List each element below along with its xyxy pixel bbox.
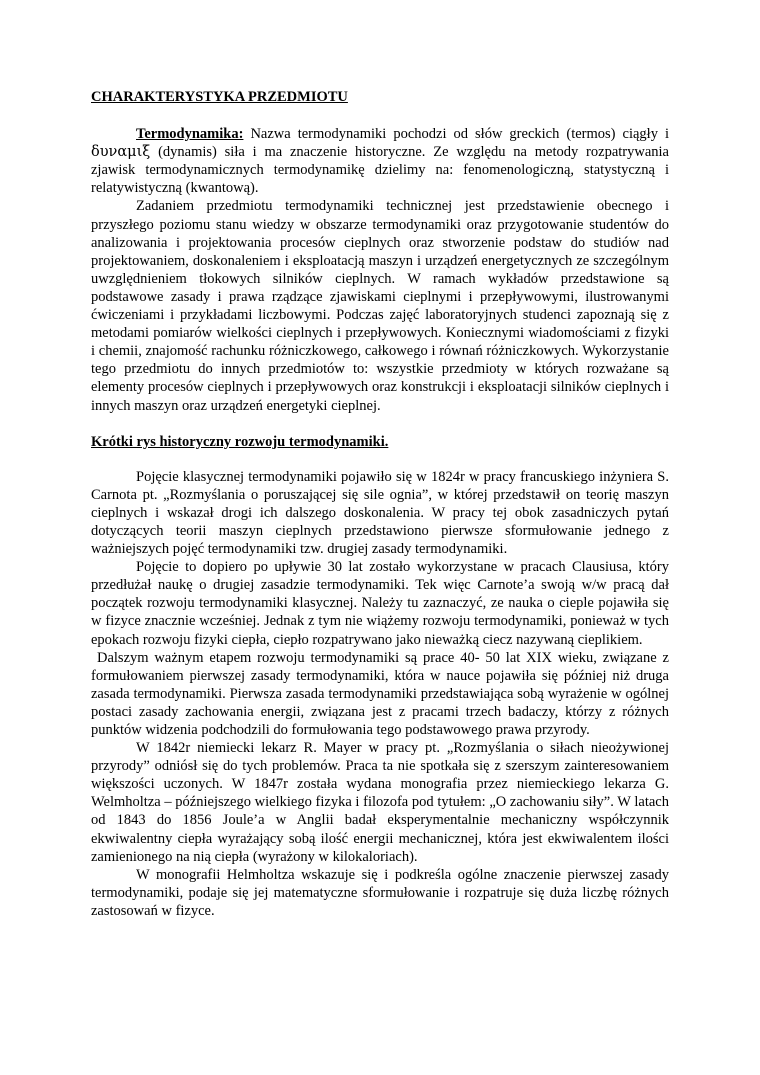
paragraph-text: (dynamis) siła i ma znaczenie historyczne. Ze względu na metody rozpatrywania zjawisk termodynamicznych termodynamikę dzielimy na: fenomenologiczną, statystyczną i relatywistyczną (kwantową). xyxy=(91,144,669,197)
paragraph-clausius: Pojęcie to dopiero po upływie 30 lat zostało wykorzystane w pracach Clausiusa, który przedłużał naukę o drugiej zasadzie termodynamiki. Tek więc Carnote’a swoją w/w pracą dał początek rozwoju termodynamiki klasycznej. Należy tu zaznaczyć, ze nauka o cieple pojawiła się w fizyce znacznie wcześniej. Jednak z tym nie wiążemy rozwoju termodynamiki, ponieważ w tych epokach rozwoju fizyki ciepła, ciepło rozpatrywano jako nieważką ciecz nazywaną cieplikiem. xyxy=(91,559,669,648)
paragraph-text: Nazwa termodynamiki pochodzi od słów greckich (termos) ciągły i xyxy=(243,126,669,143)
term-termodynamika: Termodynamika: xyxy=(136,126,244,143)
paragraph-termodynamika xyxy=(91,125,669,197)
document-page xyxy=(91,88,669,920)
section-title: Krótki rys historyczny rozwoju termodynamiki. xyxy=(91,433,389,450)
paragraph-zadaniem: Zadaniem przedmiotu termodynamiki technicznej jest przedstawienie obecnego i przyszłego poziomu stanu wiedzy w obszarze termodynamiki oraz przygotowanie studentów do analizowania i projektowania procesów cieplnych oraz stworzenie podstaw do studiów nad projektowaniem, doskonaleniem i eksploatacją maszyn i urządzeń energetycznych ze szczególnym uwzględnieniem tłokowych silników cieplnych. W ramach wykładów przedstawione są podstawowe zasady i prawa rządzące zjawiskami cieplnymi i przepływowymi, ilustrowanymi ćwiczeniami i przykładami liczbowymi. Podczas zajęć laboratoryjnych studenci zapoznają się z metodami pomiarów wielkości cieplnych i przepływowych. Koniecznymi wiadomościami z fizyki i chemii, znajomość rachunku różniczkowego, całkowego i równań różniczkowych. Wykorzystanie tego przedmiotu do innych przedmiotów to: wszystkie przedmioty w których rozważane są elementy procesów cieplnych i przepływowych oraz konstrukcji i eksploatacji silników cieplnych i innych maszyn oraz urządzeń energetyki cieplnej. xyxy=(91,198,669,414)
greek-word: δυναμιξ xyxy=(91,144,151,161)
paragraph-first-law: Dalszym ważnym etapem rozwoju termodynamiki są prace 40- 50 lat XIX wieku, związane z formułowaniem pierwszej zasady termodynamiki, która w nauce pojawiła się później niż druga zasada termodynamiki. Pierwsza zasada termodynamiki przedstawiająca sobą wyrażenie w ogólnej postaci zasady zachowania energii, związana jest z pracami trzech badaczy, którzy z różnych punktów widzenia podchodzili do formułowania tego podstawowego prawa przyrody. xyxy=(91,649,669,738)
paragraph-helmholtz: W monografii Helmholtza wskazuje się i podkreśla ogólne znaczenie pierwszej zasady termodynamiki, podaje się jej matematyczne sformułowanie i rozpatruje się duża liczbę różnych zastosowań w fizyce. xyxy=(91,866,669,919)
paragraph-carnot: Pojęcie klasycznej termodynamiki pojawiło się w 1824r w pracy francuskiego inżyniera S. Carnota pt. „Rozmyślania o poruszającej się sile ognia”, w której przedstawił on teorię maszyn cieplnych i wskazał drogi ich dalszego doskonalenia. W pracy tej obok zasadniczych pytań dotyczących teorii maszyn cieplnych przedstawiono pierwsze sformułowanie jednego z ważniejszych pojęć termodynamiki tzw. drugiej zasady termodynamiki. xyxy=(91,468,669,558)
document-title: CHARAKTERYSTYKA PRZEDMIOTU xyxy=(91,89,348,105)
paragraph-mayer: W 1842r niemiecki lekarz R. Mayer w pracy pt. „Rozmyślania o siłach nieożywionej przyrody” odniósł się do tych problemów. Praca ta nie spotkała się z szerszym zainteresowaniem większości uczonych. W 1847r została wydana monografia przez niemieckiego lekarza G. Welmholtza – późniejszego wielkiego fizyka i filozofa pod tytułem: „O zachowaniu siły”. W latach od 1843 do 1856 Joule’a w Anglii badał eksperymentalnie mechaniczny współczynnik ekwiwalentny ciepła wyrażający sobą ilość energii mechanicznej, która jest ekwiwalentem ilości zamienionego na nią ciepła (wyrażony w kilokaloriach). xyxy=(91,740,669,865)
